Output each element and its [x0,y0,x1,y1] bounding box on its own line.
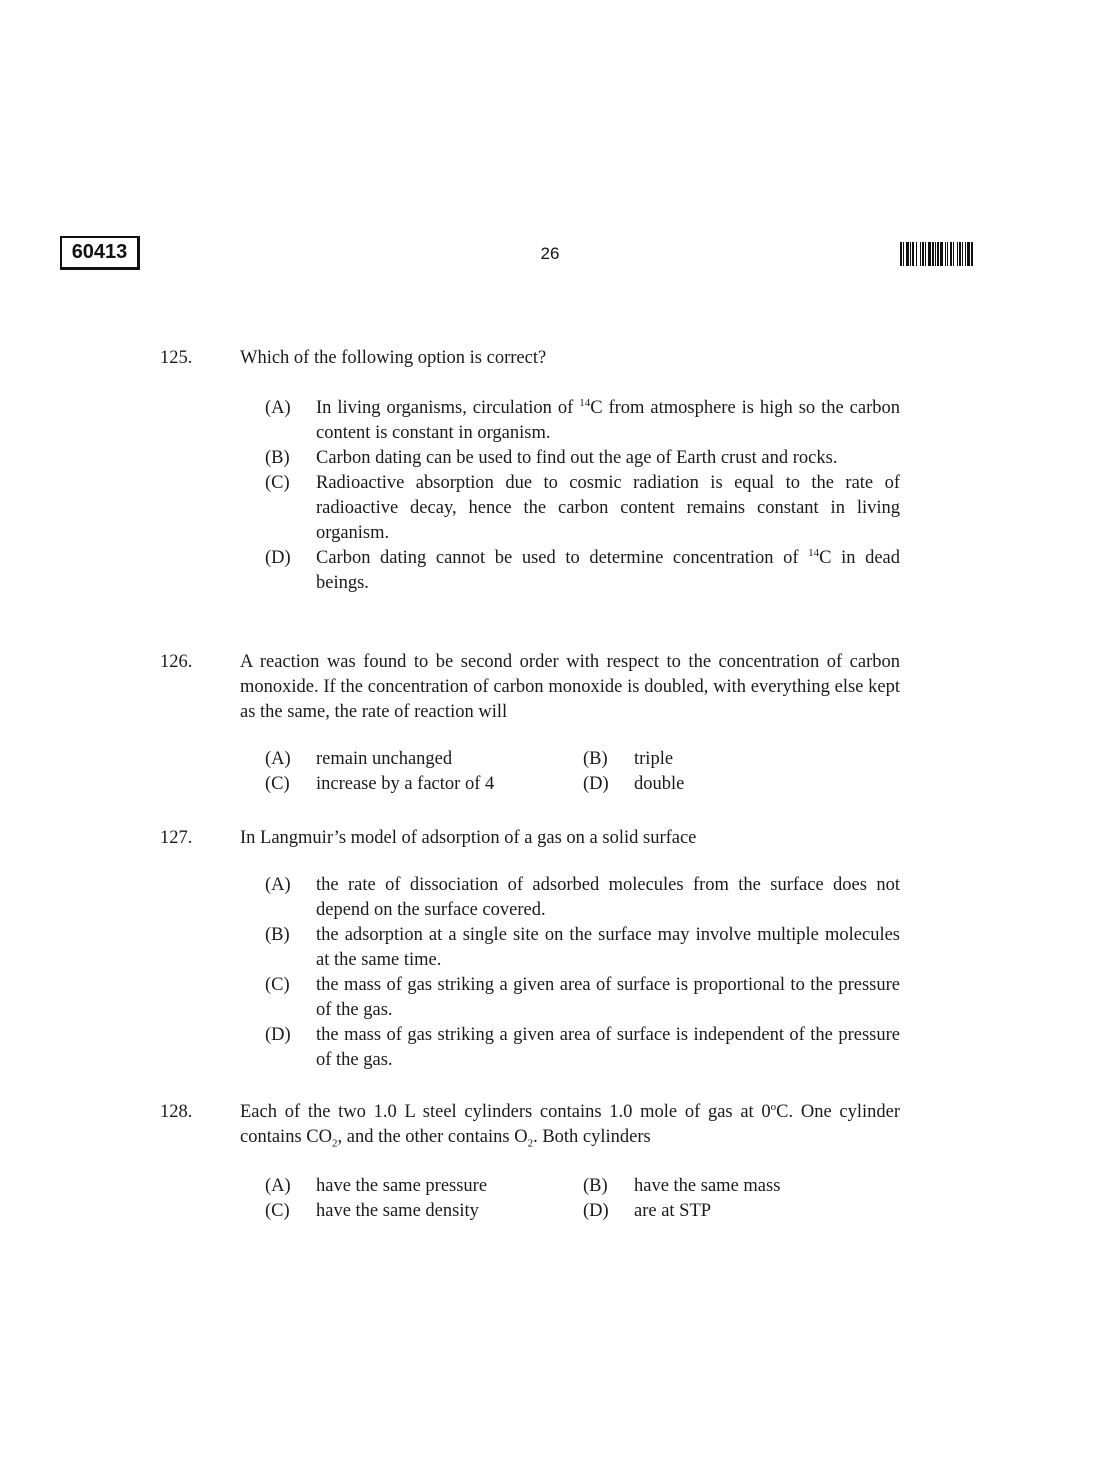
question-stem: Each of the two 1.0 L steel cylinders contains 1.0 mole of gas at 0$^o$C. One cylinder contains $CO_2$, and the other contains $O_2$. Both cylinders [240,1100,900,1150]
option-b[interactable] [583,1174,903,1199]
question-126 [160,650,900,797]
option-a[interactable] [265,1174,583,1199]
option-text: In living organisms, circulation of $^{14}$C from atmosphere is high so the carbon content is constant in organism. [316,396,901,443]
page-number: 26 [540,244,560,263]
barcode-bar [935,242,936,266]
option-c[interactable] [265,973,900,1023]
option-text: triple [634,749,674,769]
question-number: 126. [160,652,193,672]
question-number: 128. [160,1102,193,1122]
option-text: the mass of gas striking a given area of surface is proportional to the pressure of the gas. [316,975,900,1020]
option-text: Carbon dating cannot be used to determine concentration of $^{14}$C in dead beings. [316,546,901,593]
option-label: (C) [265,774,290,794]
barcode-bar [947,242,948,266]
option-text: the adsorption at a single site on the surface may involve multiple molecules at the same time. [316,925,900,970]
barcode-bar [906,242,909,266]
barcode-bar [957,242,958,266]
option-d[interactable] [265,546,900,596]
option-text: remain unchanged [316,749,453,769]
option-label: (D) [583,774,609,794]
option-label: (D) [265,1025,291,1045]
barcode-bar [928,242,931,266]
barcode-bar [937,242,939,266]
barcode-bar [962,242,963,266]
option-label: (C) [265,1201,290,1221]
option-a[interactable] [265,747,583,772]
barcode-bar [953,242,954,266]
barcode-bar [903,242,904,266]
question-number: 125. [160,348,193,368]
option-label: (B) [265,448,290,468]
question-stem: In Langmuir’s model of adsorption of a gas on a solid surface [240,828,697,848]
option-text: Radioactive absorption due to cosmic radiation is equal to the rate of radioactive decay, hence the carbon content remains constant in living organism. [316,473,900,543]
barcode-bar [912,242,914,266]
barcode-bar [945,242,946,266]
option-c[interactable] [265,1199,583,1224]
option-a[interactable] [265,396,900,446]
option-label: (A) [265,398,291,418]
option-label: (A) [265,1176,291,1196]
question-stem: A reaction was found to be second order with respect to the concentration of carbon monoxide. If the concentration of carbon monoxide is doubled, with everything else kept as the same, the rate of reaction will [240,652,900,722]
barcode-bar [967,242,970,266]
question-number: 127. [160,828,193,848]
barcode-bar [965,242,966,266]
option-text: increase by a factor of 4 [316,774,495,794]
barcode-bar [925,242,926,266]
option-label: (A) [265,749,291,769]
paper-code-box [60,236,140,270]
option-label: (C) [265,473,290,493]
option-text: have the same density [316,1201,479,1221]
option-b[interactable] [583,747,903,772]
barcode-bar [920,242,921,266]
option-text: are at STP [634,1201,712,1221]
option-text: have the same pressure [316,1176,488,1196]
option-a[interactable] [265,873,900,923]
barcode-bar [971,242,973,266]
barcode-bar [916,242,917,266]
option-c[interactable] [265,772,583,797]
barcode [900,242,1034,266]
option-label: (B) [583,749,608,769]
option-b[interactable] [265,446,900,471]
option-label: (D) [583,1201,609,1221]
option-label: (A) [265,875,291,895]
barcode-bar [932,242,934,266]
barcode-bar [910,242,911,266]
option-text: have the same mass [634,1176,781,1196]
option-label: (D) [265,548,291,568]
barcode-bar [950,242,952,266]
question-127 [160,826,900,1073]
paper-code: 60413 [71,241,128,263]
barcode-bar [959,242,961,266]
option-d[interactable] [583,1199,903,1224]
option-label: (B) [265,925,290,945]
option-b[interactable] [265,923,900,973]
barcode-bar [922,242,924,266]
question-stem: Which of the following option is correct? [240,348,547,368]
option-d[interactable] [265,1023,900,1073]
question-125 [160,346,900,596]
option-text: the rate of dissociation of adsorbed molecules from the surface does not depend on the surface covered. [316,875,900,920]
barcode-bar [940,242,943,266]
option-label: (B) [583,1176,608,1196]
barcode-bar [900,242,902,266]
option-label: (C) [265,975,290,995]
option-d[interactable] [583,772,903,797]
option-text: the mass of gas striking a given area of surface is independent of the pressure of the gas. [316,1025,900,1070]
question-128 [160,1100,900,1224]
option-text: Carbon dating can be used to find out the age of Earth crust and rocks. [316,448,838,468]
option-text: double [634,774,685,794]
option-c[interactable] [265,471,900,546]
